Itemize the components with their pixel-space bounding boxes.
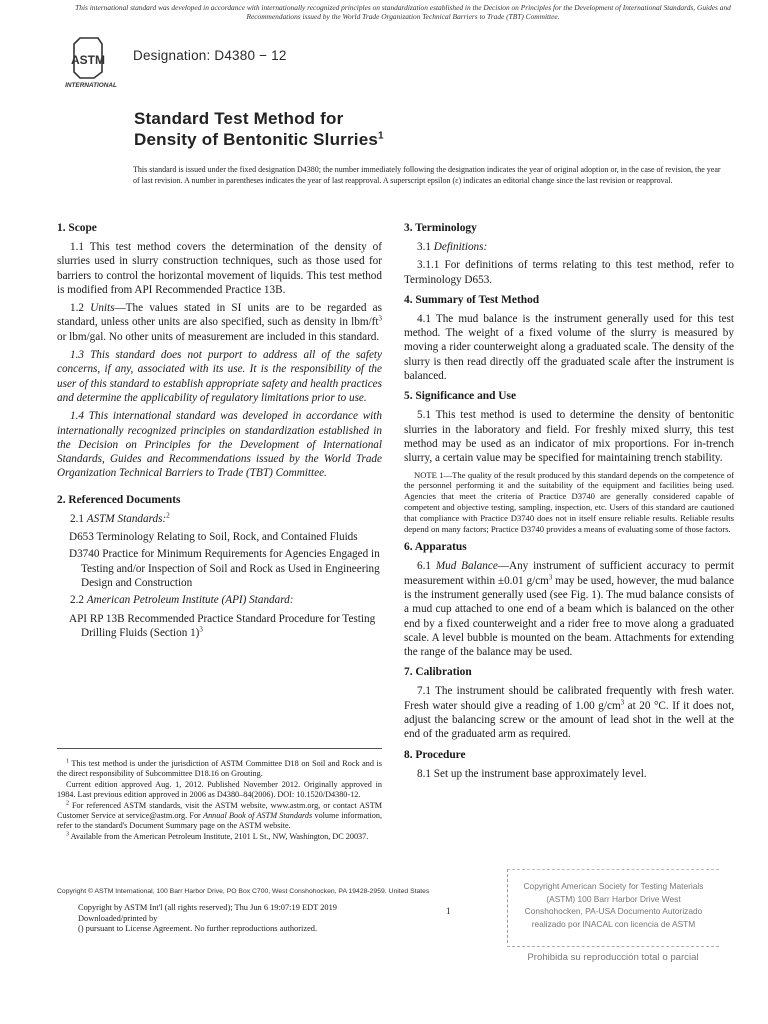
section-6-heading: 6. Apparatus: [404, 541, 467, 554]
license-line-3: () pursuant to License Agreement. No further reproductions authorized.: [78, 924, 318, 934]
logo-text: ASTM: [71, 53, 105, 67]
license-line-1: Copyright by ASTM Int'l (all rights reserved); Thu Jun 6 19:07:19 EDT 2019: [78, 903, 337, 912]
reference-d653: D653 Terminology Relating to Soil, Rock, and Contained Fluids: [69, 531, 358, 544]
para-6-1-text: —Any instrument of sufficient accuracy to permit measurement within ±0.01 g/cm: [404, 560, 735, 587]
footnote-3: [57, 832, 382, 842]
footnote-1-edition: Current edition approved Aug. 1, 2012. Published November 2012. Originally approved in 1984. Last previous edition approved in 2006 as D4380–84(2006). DOI: 10.1520/D4380-12.: [57, 779, 382, 800]
fn1-mark: 1: [66, 758, 69, 765]
para-2-1-term: ASTM Standards:: [86, 512, 167, 525]
para-1-2-text-end: or lbm/gal. No other units of measurement are included in this standard.: [57, 330, 380, 343]
para-1-2-sup: 3: [378, 314, 382, 323]
para-2-2-num: 2.2: [70, 594, 87, 607]
para-1-2-term: Units: [90, 302, 115, 315]
section-7-heading: 7. Calibration: [404, 666, 472, 679]
fn3-mark: 3: [66, 831, 69, 838]
paragraph-1-2: [57, 301, 382, 344]
paragraph-2-1: [57, 512, 382, 526]
title-footnote-mark: 1: [378, 130, 384, 142]
fn2-text: For referenced ASTM standards, visit the ASTM website, www.astm.org, or contact ASTM Customer Service at service@astm.org. For: [57, 800, 382, 821]
paragraph-7-1: [404, 684, 734, 741]
para-6-1-sup: 3: [548, 572, 553, 581]
copyright-line: Copyright © ASTM International, 100 Barr Harbor Drive, PO Box C700, West Conshohocken, PA 19428-2959. United States: [57, 888, 430, 895]
stamp-line-1: Copyright American Society for Testing Materials: [523, 881, 704, 891]
title-line-2-text: Density of Bentonitic Slurries: [134, 130, 379, 149]
title-line-2: [134, 129, 384, 150]
right-column: [404, 221, 734, 785]
section-5-heading: 5. Significance and Use: [404, 390, 517, 403]
section-2-heading: 2. Referenced Documents: [57, 493, 181, 506]
footnote-1: [57, 759, 382, 780]
para-3-1-term: Definitions:: [433, 241, 488, 253]
paragraph-4-1: 4.1 The mud balance is the instrument generally used for this test method. The weight of a fixed volume of the slurry is measured by moving a rider counterweight along a graduated scale. The density of the slurry is then read directly off the graduated scale after the instrument is balanced.: [404, 312, 734, 383]
license-line-2: Downloaded/printed by: [78, 913, 158, 923]
paragraph-3-1: [404, 240, 734, 254]
stamp-divider: [507, 946, 719, 947]
header-note: This international standard was developed in accordance with internationally recognized principles on standardization established in the Decision on Principles for the Development of International Standards, Guides and Recommendations issued by the World Trade Organization Technical Barriers to Trade (TBT) Committee.: [75, 3, 731, 21]
para-1-2-num: 1.2: [70, 302, 91, 315]
fn1-text: This test method is under the jurisdiction of ASTM Committee D18 on Soil and Rock and is the direct responsibility of Subcommittee D18.16 on Grouting.: [57, 759, 382, 779]
intro-paragraph: This standard is issued under the fixed designation D4380; the number immediately following the designation indicates the year of original adoption or, in the case of revision, the year of last revision. A number in parentheses indicates the year of last reapproval. A superscript epsilon (ε) indicates an editorial change since the last revision or reapproval.: [133, 165, 721, 185]
paragraph-1-3: 1.3 This standard does not purport to address all of the safety concerns, if any, associated with its use. It is the responsibility of the user of this standard to establish appropriate safety and health practices and determine the applicability of regulatory limitations prior to use.: [57, 349, 382, 404]
section-1-heading: 1. Scope: [57, 222, 97, 234]
paragraph-3-1-1: 3.1.1 For definitions of terms relating to this test method, refer to Terminology D653.: [404, 259, 734, 286]
para-6-1-num: 6.1: [417, 560, 436, 573]
paragraph-2-2: [57, 593, 382, 607]
astm-logo-icon: [58, 34, 124, 90]
stamp-line-4: realizado por INACAL con licencia de ASTM: [531, 918, 696, 929]
fn3-text: Available from the American Petroleum Institute, 2101 L St., NW, Washington, DC 20037.: [69, 831, 369, 841]
license-stamp: [507, 869, 719, 943]
stamp-line-5: Prohibida su reproducción total o parcial: [527, 952, 699, 963]
footnotes: [57, 748, 382, 842]
fn2-mark: 2: [66, 799, 69, 806]
ref-api-sup: 3: [199, 625, 203, 634]
paragraph-6-1: [404, 559, 734, 659]
logo-subtext: INTERNATIONAL: [65, 82, 117, 89]
document-title: [134, 108, 384, 150]
license-block: [78, 903, 438, 935]
paragraph-1-1: 1.1 This test method covers the determination of the density of slurries used in slurry construction techniques, such as those used for barriers to control the horizontal movement of liquids. This test method is modified from API Recommended Practice 13B.: [57, 241, 382, 296]
left-column: [57, 221, 382, 643]
paragraph-5-1: 5.1 This test method is used to determine the density of bentonitic slurries in the laboratory and field. For freshly mixed slurry, this test method may be used as an indicator of mix proportions. For in-trench slurry, a certain value may be specified for maintaining trench stability.: [404, 409, 734, 465]
para-7-1-text: 7.1 The instrument should be calibrated frequently with fresh water. Fresh water should give a reading of 1.00 g/cm: [404, 685, 734, 712]
para-6-1-text-end: may be used, however, the mud balance is the instrument generally used (see Fig. 1). The mud balance consists of a mud cup attached to one end of a beam which is balanced on the other end by a fixed counterweight and a rider free to move along a graduated scale. A level bubble is mounted on the beam. Attachments for extending the range of the balance may be used.: [404, 574, 734, 659]
para-1-2-text: —The values stated in SI units are to be regarded as standard, unless other units are also specified, such as density in lbm/ft: [57, 302, 382, 329]
ref-api-text: API RP 13B Recommended Practice Standard Procedure for Testing Drilling Fluids (Section 1): [69, 612, 376, 639]
section-8-heading: 8. Procedure: [404, 748, 466, 761]
para-3-1-num: 3.1: [417, 241, 434, 253]
section-4-heading: 4. Summary of Test Method: [404, 293, 540, 306]
para-7-1-sup: 3: [620, 697, 625, 706]
note-1: NOTE 1—The quality of the result produced by this standard depends on the competence of the personnel performing it and the suitability of the equipment and facilities being used. Agencies that meet the criteria of Practice D3740 are generally considered capable of competent and objective testing, sampling, inspection, etc. Users of this standard are cautioned that compliance with Practice D3740 does not in itself ensure reliable results. Reliable results depend on many factors; Practice D3740 provides a means of evaluating some of those factors.: [404, 469, 734, 534]
paragraph-8-1: 8.1 Set up the instrument base approximately level.: [417, 767, 647, 780]
para-7-1-text-end: at 20 °C. If it does not, adjust the balancing screw or the amount of lead shot in the well at the end of the graduated arm as required.: [404, 699, 734, 741]
stamp-line-3: Conshohocken, PA-USA Documento Autorizado: [524, 906, 703, 917]
paragraph-1-4: 1.4 This international standard was developed in accordance with internationally recognized principles on standardization established in the Decision on Principles for the Development of International Standards, Guides and Recommendations issued by the World Trade Organization Technical Barriers to Trade (TBT) Committee.: [57, 410, 382, 480]
title-line-1: Standard Test Method for: [134, 109, 344, 128]
para-6-1-term: Mud Balance: [435, 560, 498, 573]
para-2-1-sup: 2: [166, 511, 170, 520]
reference-d3740: D3740 Practice for Minimum Requirements for Agencies Engaged in Testing and/or Inspection of Soil and Rock as Used in Engineering Design and Construction: [69, 548, 380, 589]
fn2-book: Annual Book of ASTM Standards: [203, 811, 313, 821]
section-3-heading: 3. Terminology: [404, 222, 477, 234]
para-2-1-num: 2.1: [70, 512, 87, 525]
fn2-text-end: volume information, refer to the standard's Document Summary page on the ASTM website.: [57, 811, 382, 831]
para-2-2-term: American Petroleum Institute (API) Standard:: [86, 594, 294, 607]
footnote-2: [57, 801, 382, 832]
reference-api-rp-13b: [57, 612, 382, 641]
stamp-line-2: (ASTM) 100 Barr Harbor Drive West: [546, 893, 681, 904]
designation: Designation: D4380 − 12: [133, 48, 287, 63]
page-number: 1: [446, 906, 451, 916]
